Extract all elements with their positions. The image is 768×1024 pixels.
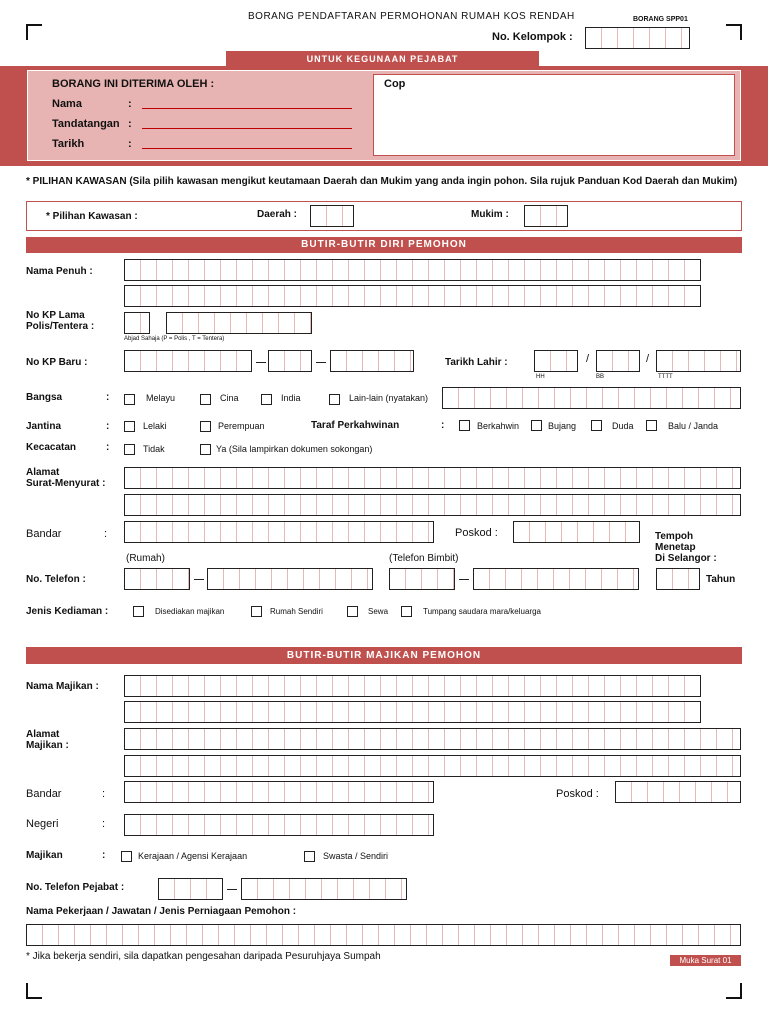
checkbox-label: Cina <box>220 393 239 403</box>
nama-penuh-label: Nama Penuh : <box>26 266 93 277</box>
poskod-majikan-label: Poskod : <box>556 788 599 800</box>
signature-line[interactable] <box>142 128 352 129</box>
checkbox-label: Swasta / Sendiri <box>323 851 389 861</box>
kp-baru-input-2[interactable] <box>268 350 312 372</box>
checkbox-label: Sewa <box>368 607 389 616</box>
poskod-input[interactable] <box>513 521 640 543</box>
majikan-type-label: Majikan <box>26 850 63 861</box>
checkbox-label: Ya (Sila lampirkan dokumen sokongan) <box>216 444 373 454</box>
taraf-label: Taraf Perkahwinan <box>311 420 400 431</box>
bangsa-india-checkbox[interactable] <box>261 394 272 405</box>
kp-baru-label: No KP Baru : <box>26 357 88 368</box>
checkbox-label: Rumah Sendiri <box>270 607 323 616</box>
checkbox-label: Disediakan majikan <box>155 607 225 616</box>
taraf-berkahwin-checkbox[interactable] <box>459 420 470 431</box>
page-number: Muka Surat 01 <box>670 955 741 966</box>
bangsa-melayu-checkbox[interactable] <box>124 394 135 405</box>
negeri-label: Negeri <box>26 818 59 830</box>
dob-day-input[interactable] <box>534 350 578 372</box>
kp-lama-label: No KP Lama Polis/Tentera : <box>26 310 95 332</box>
office-field-label: Nama <box>52 98 82 110</box>
kediaman-sewa-checkbox[interactable] <box>347 606 358 617</box>
jantina-label: Jantina <box>26 421 62 432</box>
checkbox-label: Perempuan <box>218 421 265 431</box>
tempoh-label: Tempoh Menetap Di Selangor : <box>655 531 717 564</box>
alamat-majikan-input-2[interactable] <box>124 755 741 777</box>
checkbox-label: Melayu <box>146 393 176 403</box>
office-field-label: Tarikh <box>52 138 85 150</box>
taraf-balu-checkbox[interactable] <box>646 420 657 431</box>
rumah-hint: (Rumah) <box>126 553 165 564</box>
pemohon-bar: BUTIR-BUTIR DIRI PEMOHON <box>26 237 742 253</box>
alamat-majikan-input-1[interactable] <box>124 728 741 750</box>
kp-baru-input-3[interactable] <box>330 350 414 372</box>
daerah-label: Daerah : <box>257 209 298 220</box>
mukim-label: Mukim : <box>471 209 509 220</box>
checkbox-label: Tumpang saudara mara/keluarga <box>423 607 541 616</box>
office-field-label: Tandatangan <box>52 118 120 130</box>
bangsa-label: Bangsa <box>26 392 63 403</box>
kecacatan-ya-checkbox[interactable] <box>200 444 211 455</box>
bandar-label: Bandar <box>26 528 62 540</box>
footer-note: * Jika bekerja sendiri, sila dapatkan pengesahan daripada Pesuruhjaya Sumpah <box>26 951 381 962</box>
kp-lama-input[interactable] <box>166 312 312 334</box>
kawasan-label: * Pilihan Kawasan : <box>46 211 138 222</box>
poskod-majikan-input[interactable] <box>615 781 741 803</box>
dob-year-input[interactable] <box>656 350 741 372</box>
pekerjaan-label: Nama Pekerjaan / Jawatan / Jenis Perniagaan Pemohon : <box>26 906 297 917</box>
bangsa-lain-checkbox[interactable] <box>329 394 340 405</box>
kediaman-tumpang-checkbox[interactable] <box>401 606 412 617</box>
crop-mark <box>726 983 742 999</box>
signature-line[interactable] <box>142 108 352 109</box>
kelompok-label: No. Kelompok : <box>492 31 573 43</box>
alamat-label: Alamat Surat-Menyurat : <box>26 467 106 489</box>
majikan-bar: BUTIR-BUTIR MAJIKAN PEMOHON <box>26 647 742 664</box>
checkbox-label: Bujang <box>548 421 577 431</box>
bimbit-hint: (Telefon Bimbit) <box>389 553 459 564</box>
jantina-perempuan-checkbox[interactable] <box>200 421 211 432</box>
date-hint: TTTT <box>658 374 673 380</box>
kediaman-majikan-checkbox[interactable] <box>133 606 144 617</box>
bandar-input[interactable] <box>124 521 434 543</box>
nama-penuh-input[interactable] <box>124 259 701 281</box>
kp-baru-input-1[interactable] <box>124 350 252 372</box>
telefon-bimbit-input[interactable] <box>473 568 639 590</box>
majikan-kerajaan-checkbox[interactable] <box>121 851 132 862</box>
checkbox-label: Lain-lain (nyatakan) <box>349 393 429 403</box>
mukim-input[interactable] <box>524 205 568 227</box>
form-title: BORANG PENDAFTARAN PERMOHONAN RUMAH KOS RENDAH <box>248 11 575 22</box>
pekerjaan-input[interactable] <box>26 924 741 946</box>
nama-majikan-label: Nama Majikan : <box>26 681 99 692</box>
telefon-label: No. Telefon : <box>26 574 86 585</box>
poskod-label: Poskod : <box>455 527 498 539</box>
alamat-majikan-label: Alamat Majikan : <box>26 729 69 751</box>
date-hint: HH <box>536 374 545 380</box>
taraf-duda-checkbox[interactable] <box>591 420 602 431</box>
office-bar: UNTUK KEGUNAAN PEJABAT <box>226 51 539 68</box>
signature-line[interactable] <box>142 148 352 149</box>
bandar-majikan-input[interactable] <box>124 781 434 803</box>
kecacatan-tidak-checkbox[interactable] <box>124 444 135 455</box>
tempoh-input[interactable] <box>656 568 700 590</box>
crop-mark <box>26 983 42 999</box>
daerah-input[interactable] <box>310 205 354 227</box>
negeri-input[interactable] <box>124 814 434 836</box>
nama-majikan-input-2[interactable] <box>124 701 701 723</box>
checkbox-label: Tidak <box>143 444 165 454</box>
telefon-pejabat-kod-input[interactable] <box>158 878 223 900</box>
telefon-pejabat-input[interactable] <box>241 878 407 900</box>
telefon-bimbit-kod-input[interactable] <box>389 568 455 590</box>
telefon-rumah-input[interactable] <box>207 568 373 590</box>
received-label: BORANG INI DITERIMA OLEH : <box>52 78 215 90</box>
stamp-box[interactable] <box>373 74 735 156</box>
crop-mark <box>26 24 42 40</box>
checkbox-label: Balu / Janda <box>668 421 719 431</box>
nama-majikan-input[interactable] <box>124 675 701 697</box>
kawasan-note: * PILIHAN KAWASAN (Sila pilih kawasan mengikut keutamaan Daerah dan Mukim yang anda ingin pohon. Sila rujuk Panduan Kod Daerah dan Mukim) <box>26 176 738 187</box>
tarikh-lahir-label: Tarikh Lahir : <box>445 357 508 368</box>
dob-month-input[interactable] <box>596 350 640 372</box>
checkbox-label: Berkahwin <box>477 421 520 431</box>
kediaman-label: Jenis Kediaman : <box>26 606 109 617</box>
date-hint: BB <box>596 374 605 380</box>
kediaman-sendiri-checkbox[interactable] <box>251 606 262 617</box>
majikan-swasta-checkbox[interactable] <box>304 851 315 862</box>
kp-lama-note: Abjad Sahaja (P = Polis , T = Tentera) <box>124 336 225 342</box>
taraf-bujang-checkbox[interactable] <box>531 420 542 431</box>
tahun-label: Tahun <box>706 574 736 585</box>
kelompok-input[interactable] <box>585 27 690 49</box>
bandar-majikan-label: Bandar <box>26 788 62 800</box>
kecacatan-label: Kecacatan <box>26 442 77 453</box>
checkbox-label: Kerajaan / Agensi Kerajaan <box>138 851 248 861</box>
bangsa-lain-input[interactable] <box>442 387 741 409</box>
checkbox-label: Duda <box>612 421 634 431</box>
bangsa-cina-checkbox[interactable] <box>200 394 211 405</box>
cop-label: Cop <box>384 78 406 90</box>
nama-penuh-input-2[interactable] <box>124 285 701 307</box>
telefon-pejabat-label: No. Telefon Pejabat : <box>26 882 125 893</box>
alamat-input-2[interactable] <box>124 494 741 516</box>
checkbox-label: India <box>281 393 301 403</box>
checkbox-label: Lelaki <box>143 421 167 431</box>
alamat-input-1[interactable] <box>124 467 741 489</box>
jantina-lelaki-checkbox[interactable] <box>124 421 135 432</box>
kp-lama-prefix-input[interactable] <box>124 312 150 334</box>
telefon-rumah-kod-input[interactable] <box>124 568 190 590</box>
crop-mark <box>726 24 742 40</box>
form-code: BORANG SPP01 <box>633 16 688 23</box>
